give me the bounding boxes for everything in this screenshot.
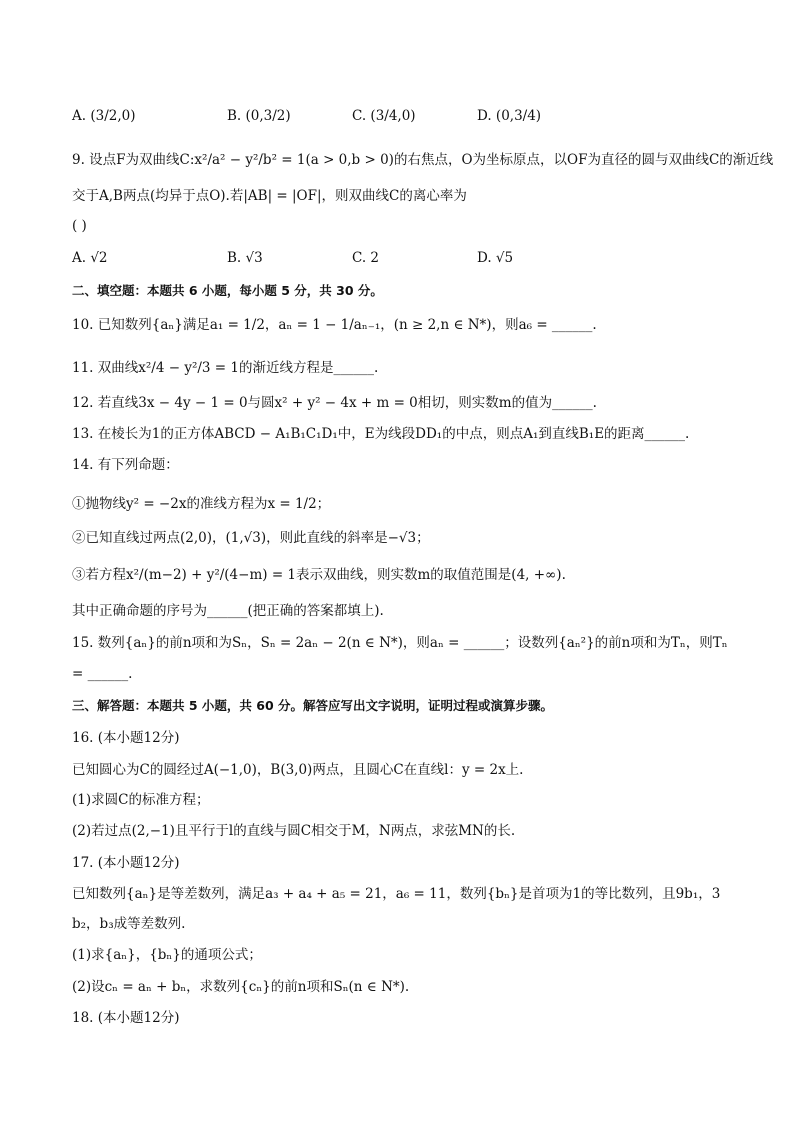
q14-prop1: ①抛物线y² = −2x的准线方程为x = 1/2； [72,496,331,512]
q10: 10. 已知数列{aₙ}满足a₁ = 1/2，aₙ = 1 − 1/aₙ₋₁，(n ≥ 2,n ∈ N*)，则a₆ = ______. [72,317,597,333]
q11: 11. 双曲线x²/4 − y²/3 = 1的渐近线方程是______. [72,360,379,376]
q9-option-d: D. √5 [477,250,514,266]
q17-head: 17. (本小题12分) [72,855,180,871]
q17-stem1: 已知数列{aₙ}是等差数列，满足a₃ + a₄ + a₅ = 21，a₆ = 11，数列{bₙ}是首项为1的等比数列，且9b₁，3 [72,886,721,902]
q14-tail: 其中正确命题的序号为______(把正确的答案都填上). [72,603,384,619]
q15-line1: 15. 数列{aₙ}的前n项和为Sₙ，Sₙ = 2aₙ − 2(n ∈ N*)，则aₙ = ______；设数列{aₙ²}的前n项和为Tₙ，则Tₙ [72,635,728,651]
q15-line2: = ______. [72,666,133,682]
q8-option-a: A. (3/2,0) [72,108,136,124]
q14-prop2: ②已知直线过两点(2,0)，(1,√3)，则此直线的斜率是−√3； [72,530,430,546]
q9-option-c: C. 2 [352,250,380,266]
q8-option-d: D. (0,3/4) [477,108,542,124]
section2-heading: 二、填空题：本题共 6 小题，每小题 5 分，共 30 分。 [72,283,383,298]
q9-option-b: B. √3 [227,250,263,266]
q8-option-c: C. (3/4,0) [352,108,416,124]
q13: 13. 在棱长为1的正方体ABCD − A₁B₁C₁D₁中，E为线段DD₁的中点，则点A₁到直线B₁E的距离______. [72,426,690,442]
q16-part1: (1)求圆C的标准方程； [72,792,210,808]
q14-prop3: ③若方程x²/(m−2) + y²/(4−m) = 1表示双曲线，则实数m的取值范围是(4, +∞). [72,567,566,583]
q8-option-b: B. (0,3/2) [227,108,291,124]
q16-part2: (2)若过点(2,−1)且平行于l的直线与圆C相交于M，N两点，求弦MN的长. [72,823,516,839]
q12: 12. 若直线3x − 4y − 1 = 0与圆x² + y² − 4x + m = 0相切，则实数m的值为______. [72,395,597,411]
q9-option-a: A. √2 [72,250,108,266]
q9-answer-paren: ( ) [72,218,87,234]
q9-line2: 交于A,B两点(均异于点O).若|AB| = |OF|，则双曲线C的离心率为 [72,188,467,204]
q16-head: 16. (本小题12分) [72,730,180,746]
q17-part2: (2)设cₙ = aₙ + bₙ，求数列{cₙ}的前n项和Sₙ(n ∈ N*). [72,979,410,995]
section3-heading: 三、解答题：本题共 5 小题，共 60 分。解答应写出文字说明，证明过程或演算步骤。 [72,698,554,713]
q17-stem2: b₂，b₃成等差数列. [72,916,186,932]
q17-part1: (1)求{aₙ}，{bₙ}的通项公式； [72,947,262,963]
q14-stem: 14. 有下列命题： [72,457,179,473]
q18-head: 18. (本小题12分) [72,1010,180,1026]
q16-stem: 已知圆心为C的圆经过A(−1,0)，B(3,0)两点，且圆心C在直线l：y = 2x上. [72,762,524,778]
q9-line1: 9. 设点F为双曲线C:x²/a² − y²/b² = 1(a > 0,b > 0)的右焦点，O为坐标原点，以OF为直径的圆与双曲线C的渐近线 [72,152,774,168]
